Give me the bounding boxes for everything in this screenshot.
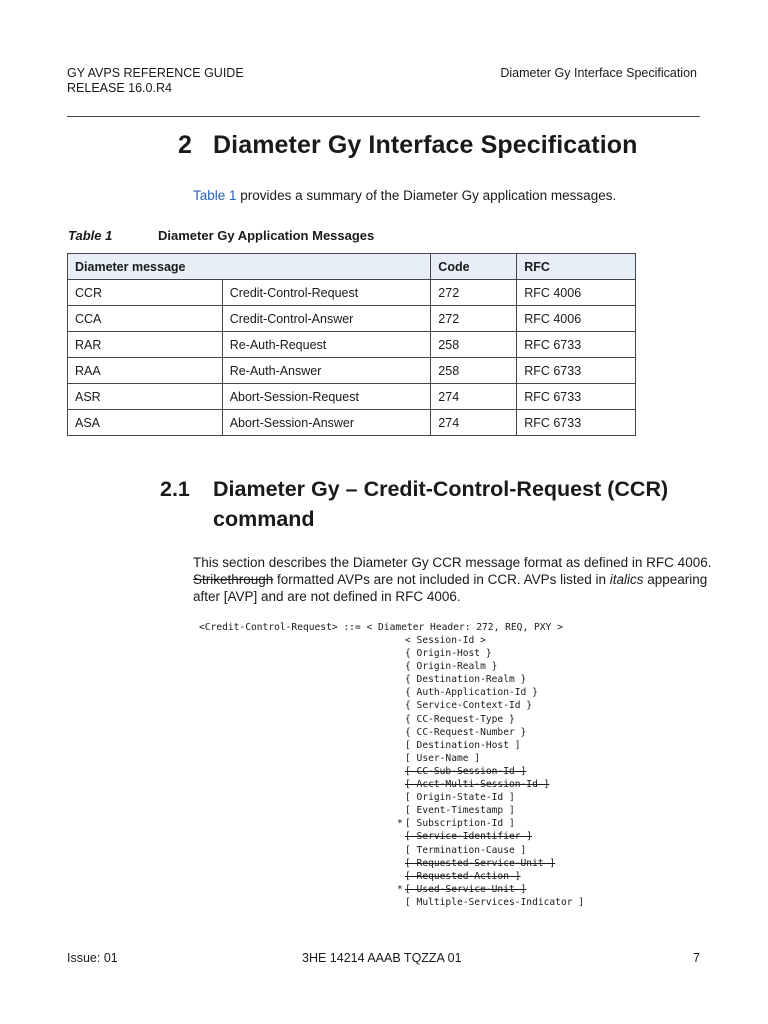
avp-name: [ Requested-Action ] <box>405 870 521 882</box>
avp-name: { Auth-Application-Id } <box>405 687 538 699</box>
cell-code: 272 <box>431 306 517 332</box>
header-divider <box>67 116 700 117</box>
avp-line <box>397 830 584 843</box>
column-header-code: Code <box>431 254 517 280</box>
running-header-left <box>67 66 244 96</box>
avp-line <box>397 752 584 765</box>
cell-message: Re-Auth-Request <box>222 332 431 358</box>
avp-occurrence-mark: * <box>397 883 403 895</box>
cell-code: 258 <box>431 358 517 384</box>
cell-message: Credit-Control-Answer <box>222 306 431 332</box>
cell-rfc: RFC 6733 <box>517 410 636 436</box>
cell-message: Abort-Session-Request <box>222 384 431 410</box>
avp-line <box>397 647 584 660</box>
footer-document-id: 3HE 14214 AAAB TQZZA 01 <box>302 951 462 965</box>
avp-line <box>397 765 584 778</box>
avp-line <box>397 634 584 647</box>
avp-name: [ User-Name ] <box>405 752 481 764</box>
avp-name: [ Subscription-Id ] <box>405 818 515 830</box>
avp-line <box>397 791 584 804</box>
avp-line <box>397 844 584 857</box>
avp-name: [ CC-Sub-Session-Id ] <box>405 765 527 777</box>
avp-name: [ Termination-Cause ] <box>405 844 527 856</box>
strikethrough-example: Strikethrough <box>193 572 274 587</box>
avp-name: < Session-Id > <box>405 635 486 646</box>
cell-rfc: RFC 6733 <box>517 384 636 410</box>
avp-line <box>397 896 584 909</box>
avp-line <box>397 857 584 870</box>
avp-name: [ Destination-Host ] <box>405 739 521 751</box>
footer-issue: Issue: 01 <box>67 951 118 965</box>
avp-line <box>397 778 584 791</box>
chapter-heading <box>178 131 637 160</box>
avp-name: { Origin-Host } <box>405 648 492 660</box>
cell-message: Credit-Control-Request <box>222 280 431 306</box>
table-caption-title: Diameter Gy Application Messages <box>158 228 375 243</box>
intro-paragraph <box>193 188 616 203</box>
section-description <box>193 554 713 605</box>
running-header-right: Diameter Gy Interface Specification <box>500 66 697 80</box>
section-number: 2.1 <box>160 477 190 501</box>
avp-line <box>397 817 584 830</box>
avp-name: [ Used-Service-Unit ] <box>405 883 527 895</box>
release-label: RELEASE 16.0.R4 <box>67 81 172 95</box>
avp-line <box>397 804 584 817</box>
avp-line <box>397 673 584 686</box>
table-row <box>68 384 636 410</box>
cell-abbrev: ASA <box>68 410 223 436</box>
cell-abbrev: CCA <box>68 306 223 332</box>
table-row <box>68 332 636 358</box>
table-row <box>68 280 636 306</box>
cell-message: Re-Auth-Answer <box>222 358 431 384</box>
avp-line <box>397 726 584 739</box>
avp-name: { Service-Context-Id } <box>405 700 533 712</box>
ccr-definition-header: <Credit-Control-Request> ::= < Diameter Header: 272, REQ, PXY > <box>199 622 563 633</box>
table-caption-label: Table 1 <box>68 228 113 243</box>
avp-name: [ Multiple-Services-Indicator ] <box>405 896 585 908</box>
cell-code: 272 <box>431 280 517 306</box>
column-header-message: Diameter message <box>68 254 431 280</box>
avp-name: [ Requested-Service-Unit ] <box>405 857 556 869</box>
cell-message: Abort-Session-Answer <box>222 410 431 436</box>
avp-name: { Origin-Realm } <box>405 661 498 673</box>
avp-line <box>397 686 584 699</box>
avp-name: { CC-Request-Number } <box>405 726 527 738</box>
avp-name: [ Origin-State-Id ] <box>405 792 515 804</box>
table-row <box>68 306 636 332</box>
avp-name: [ Event-Timestamp ] <box>405 805 515 817</box>
footer-page-number: 7 <box>693 951 700 965</box>
cell-code: 274 <box>431 410 517 436</box>
description-part-1: This section describes the Diameter Gy CCR message format as defined in RFC 4006. <box>193 555 712 570</box>
cell-code: 274 <box>431 384 517 410</box>
cell-abbrev: ASR <box>68 384 223 410</box>
avp-line <box>397 713 584 726</box>
section-title: Diameter Gy – Credit-Control-Request (CCR) command <box>213 477 669 531</box>
avp-occurrence-mark: * <box>397 818 403 830</box>
chapter-number: 2 <box>178 131 193 159</box>
cell-abbrev: RAA <box>68 358 223 384</box>
cell-abbrev: CCR <box>68 280 223 306</box>
ccr-avp-list <box>397 634 584 909</box>
avp-name: [ Service-Identifier ] <box>405 831 533 843</box>
guide-title: GY AVPS REFERENCE GUIDE <box>67 66 244 80</box>
description-part-3: appearing after [AVP] and are not defined in RFC 4006. <box>193 572 708 604</box>
cell-rfc: RFC 4006 <box>517 280 636 306</box>
table-header-row <box>68 254 636 280</box>
avp-name: [ Acct-Multi-Session-Id ] <box>405 779 550 791</box>
cell-code: 258 <box>431 332 517 358</box>
table-caption <box>68 228 374 243</box>
cell-rfc: RFC 6733 <box>517 358 636 384</box>
table-1-link[interactable]: Table 1 <box>193 188 237 203</box>
cell-rfc: RFC 6733 <box>517 332 636 358</box>
intro-text: provides a summary of the Diameter Gy application messages. <box>236 188 617 203</box>
avp-name: { CC-Request-Type } <box>405 713 515 725</box>
cell-abbrev: RAR <box>68 332 223 358</box>
avp-line <box>397 660 584 673</box>
avp-line <box>397 739 584 752</box>
description-part-2: formatted AVPs are not included in CCR. AVPs listed in <box>273 572 610 587</box>
chapter-title: Diameter Gy Interface Specification <box>213 131 638 159</box>
table-row <box>68 410 636 436</box>
italics-example: italics <box>609 572 644 587</box>
avp-name: { Destination-Realm } <box>405 674 527 686</box>
avp-line <box>397 883 584 896</box>
column-header-rfc: RFC <box>517 254 636 280</box>
table-row <box>68 358 636 384</box>
messages-table <box>67 253 636 436</box>
avp-line <box>397 870 584 883</box>
cell-rfc: RFC 4006 <box>517 306 636 332</box>
avp-line <box>397 699 584 712</box>
